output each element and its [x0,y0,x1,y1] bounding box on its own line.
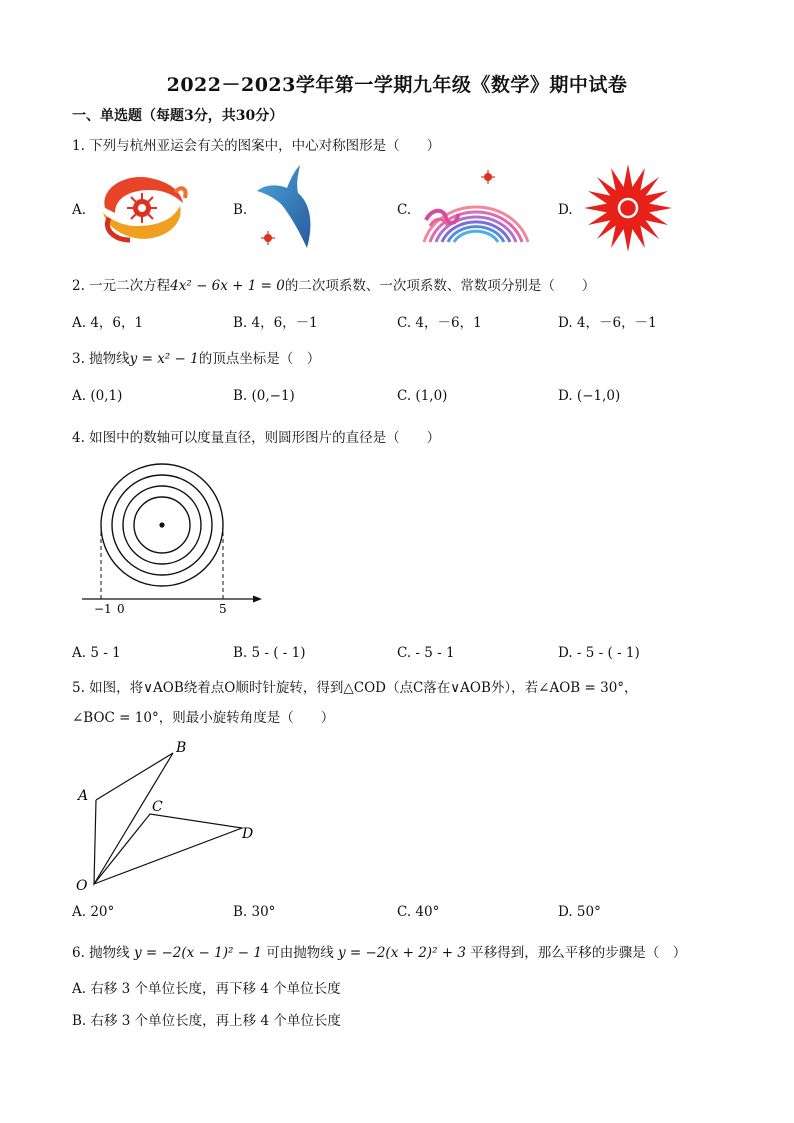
q3-option-d: D. (−1,0) [558,388,621,404]
point-c-label: C [152,799,163,815]
q2-stem-pre: 2. 一元二次方程 [72,278,171,294]
q1-stem: 1. 下列与杭州亚运会有关的图案中，中心对称图形是（ ） [72,138,441,154]
q1-option-b-label: B. [233,202,248,218]
q6-stem-c: 平移得到，那么平移的步骤是（ ） [470,945,687,961]
q6-equation-2: y = −2(x + 2)² + 3 [338,945,466,961]
q6-stem-b: 可由抛物线 [266,945,334,961]
q3-option-b: B. (0,−1) [233,388,295,404]
rainbow-arch-icon [418,168,530,246]
q4-option-a: A. 5 - 1 [72,645,121,661]
axis-label-zero: 0 [117,602,125,616]
axis-label-five: 5 [219,602,227,616]
q4-stem: 4. 如图中的数轴可以度量直径，则圆形图片的直径是（ ） [72,430,441,446]
q4-concentric-circles-figure [72,462,272,622]
q3-stem [72,347,320,367]
q3-stem-pre: 3. 抛物线 [72,351,130,367]
axis-label-minus-one: −1 [94,602,112,616]
point-a-label: A [78,788,89,804]
q3-option-a: A. (0,1) [72,388,123,404]
q2-stem [72,274,595,294]
q6-stem [72,941,686,961]
q5-stem-line2: ∠BOC = 10°，则最小旋转角度是（ ） [72,710,335,726]
section-heading: 一、单选题（每题3分，共30分） [72,108,284,124]
q4-option-b: B. 5 - ( - 1) [233,645,306,661]
q1-option-a-label: A. [72,202,87,218]
q2-stem-post: 的二次项系数、一次项系数、常数项分别是（ ） [284,278,596,294]
q5-rotation-figure [72,738,272,896]
page-title: 2022－2023学年第一学期九年级《数学》期中试卷 [166,74,628,96]
fish-tail-icon [252,163,322,251]
q5-option-b: B. 30° [233,904,276,920]
dragon-sun-emblem-icon [95,168,190,246]
q3-equation: y = x² − 1 [129,351,199,367]
point-d-label: D [242,826,254,842]
center-dot [159,522,164,527]
q4-option-c: C. - 5 - 1 [397,645,455,661]
q2-option-d: D. 4，－6，－1 [558,315,657,331]
q2-equation: 4x² − 6x + 1 = 0 [170,278,285,294]
q1-option-d-label: D. [558,202,573,218]
q5-option-d: D. 50° [558,904,601,920]
q6-stem-a: 6. 抛物线 [72,945,130,961]
q3-stem-post: 的顶点坐标是（ ） [198,351,321,367]
q2-option-c: C. 4，－6，1 [397,315,482,331]
q2-option-b: B. 4，6，－1 [233,315,318,331]
q1-option-c-label: C. [397,202,412,218]
point-b-label: B [176,740,187,756]
q5-option-c: C. 40° [397,904,440,920]
q3-option-c: C. (1,0) [397,388,448,404]
q4-option-d: D. - 5 - ( - 1) [558,645,640,661]
q5-stem-line1: 5. 如图，将∨AOB绕着点O顺时针旋转，得到△COD（点C落在∨AOB外），若∠AOB = 30°， [72,680,638,696]
q6-option-a: A. 右移 3 个单位长度，再下移 4 个单位长度 [72,981,341,997]
q6-equation-1: y = −2(x − 1)² − 1 [133,945,262,961]
q6-option-b: B. 右移 3 个单位长度，再上移 4 个单位长度 [72,1013,341,1029]
red-sun-icon [582,163,674,253]
q2-option-a: A. 4，6，1 [72,315,144,331]
q5-option-a: A. 20° [72,904,115,920]
point-o-label: O [76,878,88,894]
axis-arrow-icon [253,596,262,603]
